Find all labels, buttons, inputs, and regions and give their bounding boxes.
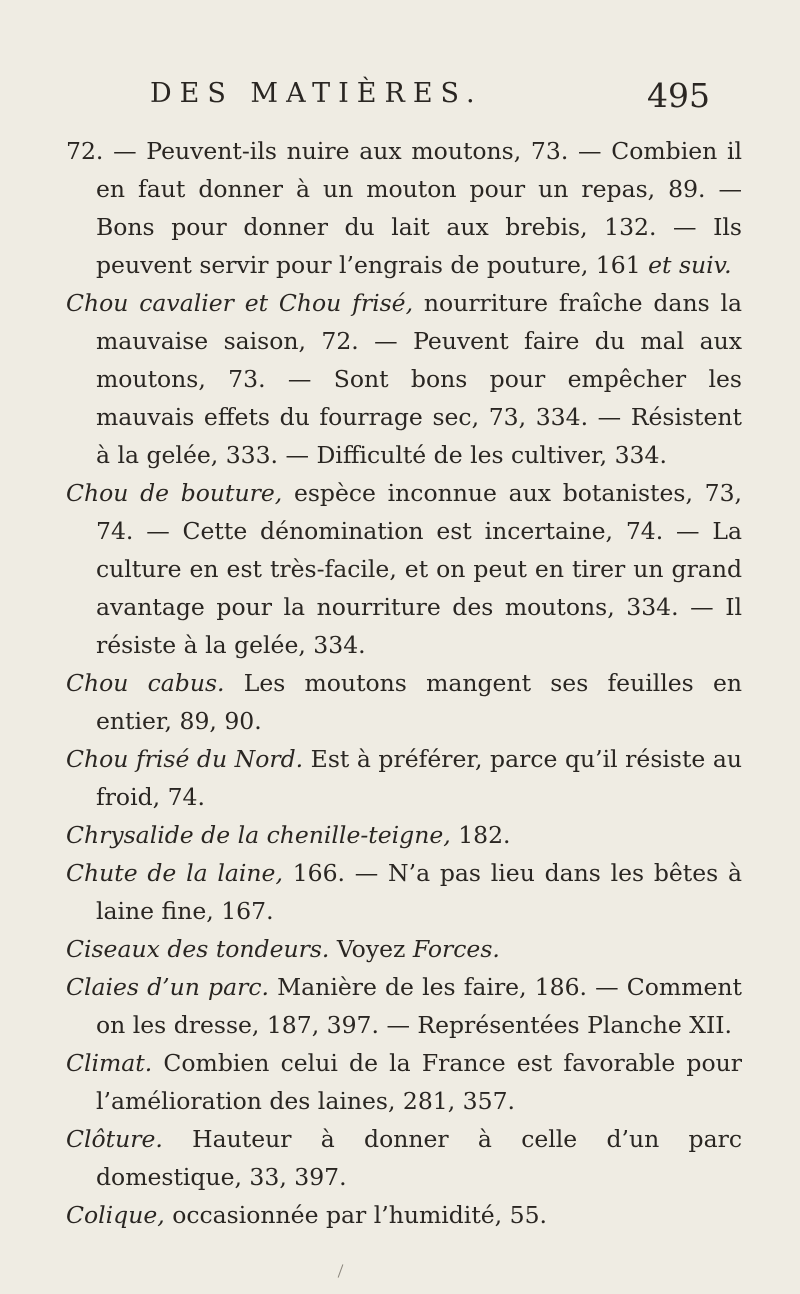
index-entry-chou-de-bouture bbox=[66, 474, 742, 664]
index-entry-cloture bbox=[66, 1120, 742, 1196]
index-entry-chou-frise-du-nord bbox=[66, 740, 742, 816]
entry-text: nourriture fraîche dans la mauvaise saison, 72. — Peuvent faire du mal aux moutons, 73. — Sont bons pour empêcher les mauvais effets du fourrage sec, 73, 334. — Résistent à la gelée, 333. — Difficulté de les cultiver, 334. bbox=[96, 289, 743, 469]
entry-heading: Climat. bbox=[66, 1049, 153, 1077]
header-title: DES MATIÈRES. bbox=[150, 78, 483, 109]
entry-text: Est à préférer, parce qu’il résiste au froid, 74. bbox=[96, 745, 742, 811]
index-entry-claies bbox=[66, 968, 742, 1044]
entry-text: Hauteur à donner à celle d’un parc domestique, 33, 397. bbox=[96, 1125, 742, 1191]
index-entry-chute-de-la-laine bbox=[66, 854, 742, 930]
entry-heading: Colique, bbox=[66, 1201, 165, 1229]
entry-heading: Chrysalide de la chenille-teigne, bbox=[66, 821, 451, 849]
entry-text: occasionnée par l’humidité, 55. bbox=[164, 1201, 547, 1229]
entry-text: Voyez bbox=[329, 935, 413, 963]
page-number: 495 bbox=[647, 76, 710, 115]
entry-tail: Forces. bbox=[412, 935, 500, 963]
entry-tail: et suiv. bbox=[648, 251, 732, 279]
entry-text: 72. — Peuvent-ils nuire aux moutons, 73. — Combien il en faut donner à un mouton pour un repas, 89. — Bons pour donner du lait aux brebis, 132. — Ils peuvent servir pour l’engrais de pouture, 161 bbox=[66, 137, 742, 279]
entry-heading: Claies d’un parc. bbox=[66, 973, 269, 1001]
entry-text: Combien celui de la France est favorable pour l’amélioration des laines, 281, 357. bbox=[96, 1049, 742, 1115]
entry-heading: Chou de bouture, bbox=[66, 479, 283, 507]
index-entry-chou-cavalier bbox=[66, 284, 742, 474]
index-entry-chrysalide bbox=[66, 816, 742, 854]
running-header bbox=[150, 78, 710, 118]
index-entry-ciseaux bbox=[66, 930, 742, 968]
entry-heading: Chou cavalier et Chou frisé, bbox=[66, 289, 414, 317]
index-entry-climat bbox=[66, 1044, 742, 1120]
index-entry-colique bbox=[66, 1196, 742, 1234]
entry-heading: Chute de la laine, bbox=[66, 859, 283, 887]
entry-text: 182. bbox=[450, 821, 511, 849]
entry-heading: Chou cabus. bbox=[66, 669, 225, 697]
index-entries bbox=[66, 132, 742, 1234]
entry-text: Les moutons mangent ses feuilles en entier, 89, 90. bbox=[96, 669, 743, 735]
paper-mark bbox=[338, 1264, 344, 1277]
entry-text: 166. — N’a pas lieu dans les bêtes à laine fine, 167. bbox=[96, 859, 742, 925]
entry-heading: Clôture. bbox=[66, 1125, 163, 1153]
entry-heading: Chou frisé du Nord. bbox=[66, 745, 304, 773]
entry-heading: Ciseaux des tondeurs. bbox=[66, 935, 330, 963]
index-entry-continuation bbox=[66, 132, 742, 284]
index-entry-chou-cabus bbox=[66, 664, 742, 740]
entry-text: Manière de les faire, 186. — Comment on les dresse, 187, 397. — Représentées Planche XII. bbox=[96, 973, 742, 1039]
entry-text: espèce inconnue aux botanistes, 73, 74. — Cette dénomination est incertaine, 74. — La culture en est très-facile, et on peut en tirer un grand avantage pour la nourriture des moutons, 334. — Il résiste à la gelée, 334. bbox=[96, 479, 742, 659]
